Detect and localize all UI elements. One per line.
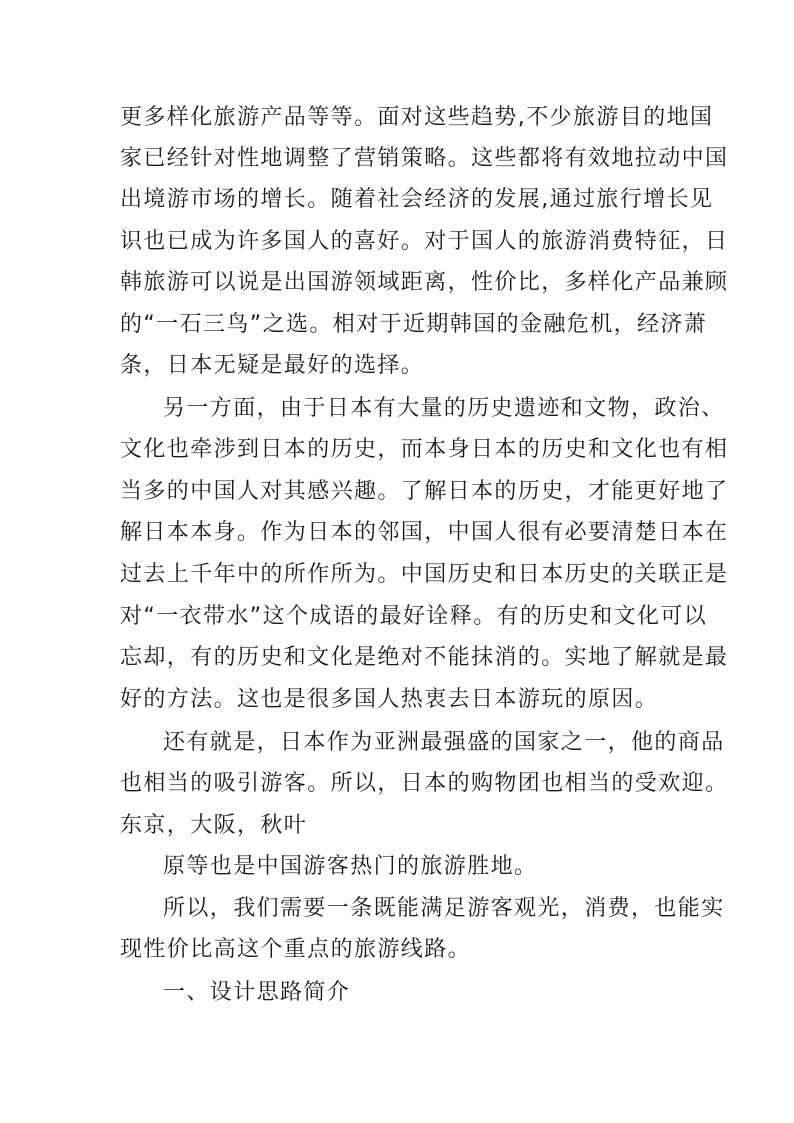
text-line-9: 文化也牵涉到日本的历史，而本身日本的历史和文化也有相: [120, 437, 729, 462]
text-line-5: 韩旅游可以说是出国游领域距离，性价比，多样化产品兼顾: [120, 270, 729, 295]
text-line-13: 对“一衣带水”这个成语的最好诠释。有的历史和文化可以: [120, 604, 708, 629]
text-line-18: 东京，大阪，秋叶: [120, 813, 308, 838]
text-line-19: 原等也是中国游客热门的旅游胜地。: [163, 854, 538, 879]
text-line-17: 也相当的吸引游客。所以，日本的购物团也相当的受欢迎。: [120, 771, 729, 796]
text-line-3: 出境游市场的增长。随着社会经济的发展,通过旅行增长见: [120, 187, 714, 212]
text-line-1: 更多样化旅游产品等等。面对这些趋势,不少旅游目的地国: [120, 105, 714, 130]
text-line-21: 现性价比高这个重点的旅游线路。: [120, 937, 472, 962]
section-heading: 一、设计思路简介: [163, 980, 351, 1005]
text-line-7: 条，日本无疑是最好的选择。: [120, 353, 425, 378]
text-line-6: 的“一石三鸟”之选。相对于近期韩国的金融危机，经济萧: [120, 312, 708, 337]
text-line-11: 解日本本身。作为日本的邻国，中国人很有必要清楚日本在: [120, 520, 729, 545]
text-line-4: 识也已成为许多国人的喜好。对于国人的旅游消费特征，日: [120, 229, 729, 254]
paragraph-3-first-line: 还有就是，日本作为亚洲最强盛的国家之一，他的商品: [163, 730, 725, 755]
text-line-14: 忘却，有的历史和文化是绝对不能抹消的。实地了解就是最: [120, 645, 729, 670]
text-line-15: 好的方法。这也是很多国人热衷去日本游玩的原因。: [120, 687, 659, 712]
text-line-10: 当多的中国人对其感兴趣。了解日本的历史，才能更好地了: [120, 479, 729, 504]
text-line-12: 过去上千年中的所作所为。中国历史和日本历史的关联正是: [120, 562, 729, 587]
paragraph-2-first-line: 另一方面，由于日本有大量的历史遗迹和文物，政治、: [163, 396, 725, 421]
paragraph-4-first-line: 所以，我们需要一条既能满足游客观光，消费，也能实: [163, 896, 725, 921]
text-line-2: 家已经针对性地调整了营销策略。这些都将有效地拉动中国: [120, 146, 729, 171]
